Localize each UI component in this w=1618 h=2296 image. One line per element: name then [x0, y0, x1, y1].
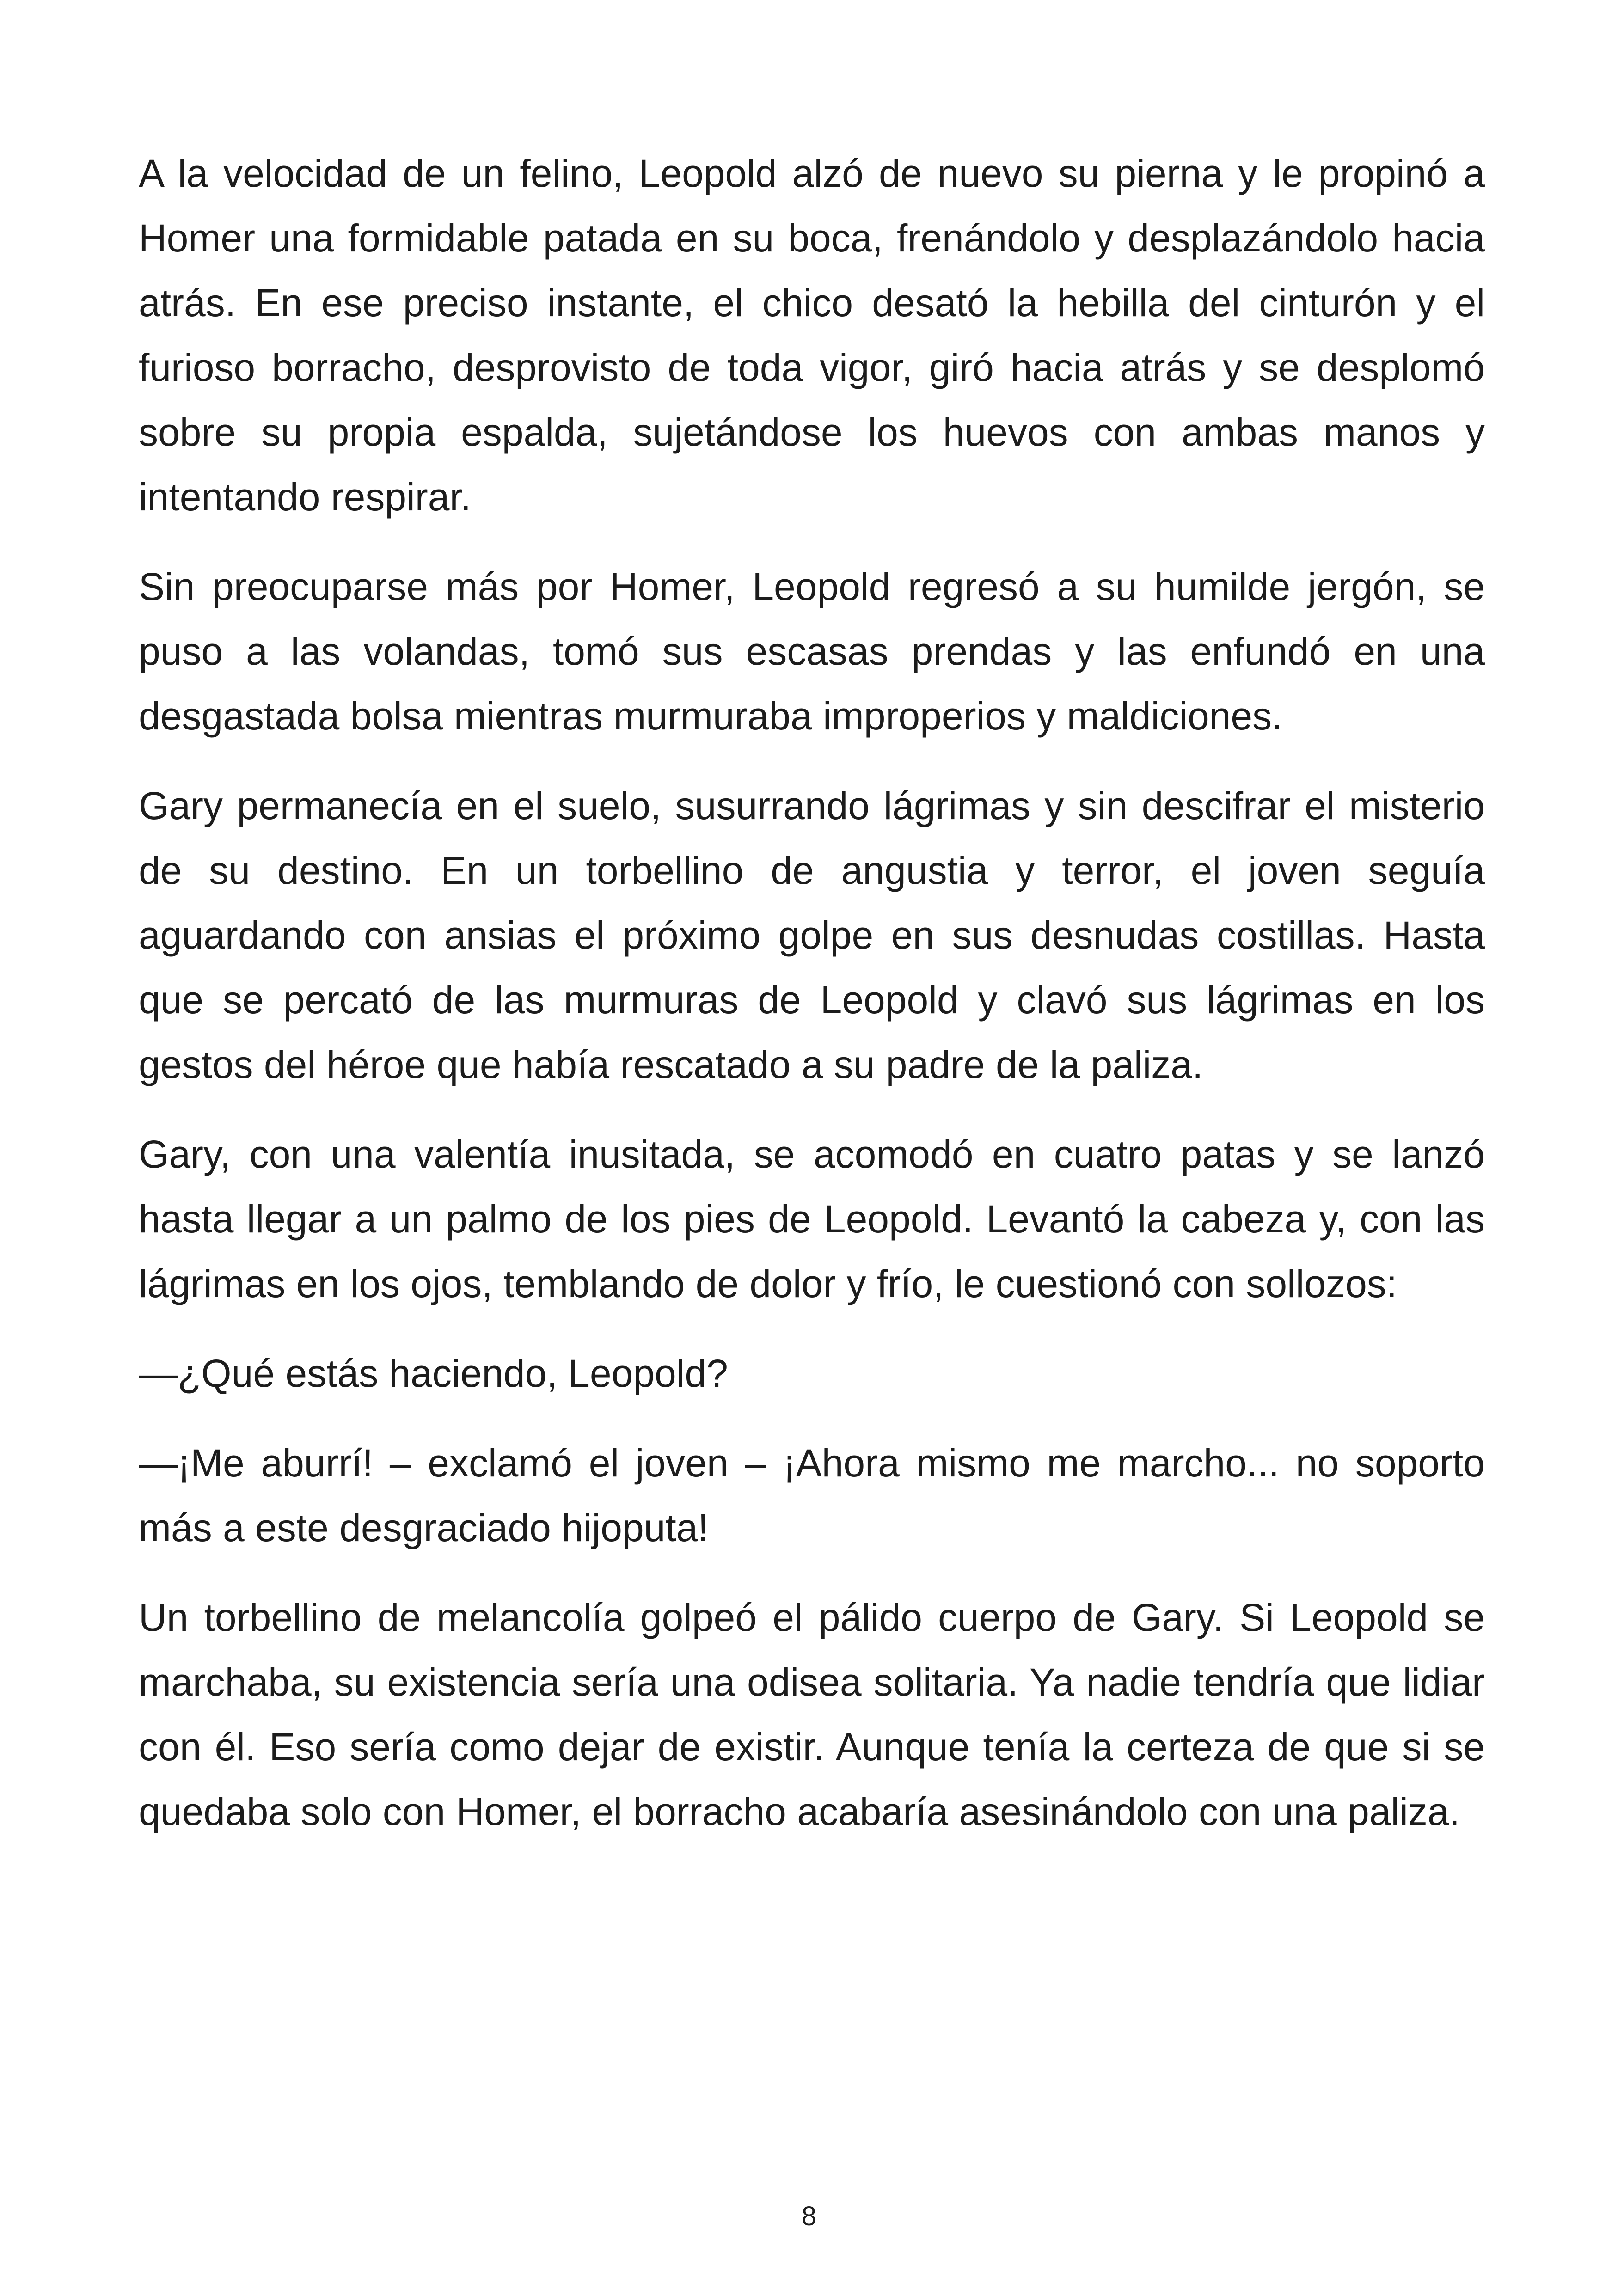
paragraph-2: Sin preocuparse más por Homer, Leopold regresó a su humilde jergón, se puso a las volandas, tomó sus escasas prendas y las enfundó en una desgastada bolsa mientras murmuraba improperios y maldiciones.	[139, 565, 1485, 738]
dialogue-line-2: —¡Me aburrí! – exclamó el joven – ¡Ahora mismo me marcho... no soporto más a este desgraciado hijoputa!	[139, 1441, 1485, 1549]
page-number: 8	[801, 2201, 817, 2231]
body-text	[139, 141, 1485, 1844]
dialogue-line-1: —¿Qué estás haciendo, Leopold?	[139, 1352, 728, 1395]
paragraph-3: Gary permanecía en el suelo, susurrando lágrimas y sin descifrar el misterio de su destino. En un torbellino de angustia y terror, el joven seguía aguardando con ansias el próximo golpe en sus desnudas costillas. Hasta que se percató de las murmuras de Leopold y clavó sus lágrimas en los gestos del héroe que había rescatado a su padre de la paliza.	[139, 784, 1485, 1086]
paragraph-1: A la velocidad de un felino, Leopold alzó de nuevo su pierna y le propinó a Homer una formidable patada en su boca, frenándolo y desplazándolo hacia atrás. En ese preciso instante, el chico desató la hebilla del cinturón y el furioso borracho, desprovisto de toda vigor, giró hacia atrás y se desplomó sobre su propia espalda, sujetándose los huevos con ambas manos y intentando respirar.	[139, 152, 1485, 519]
paragraph-4: Gary, con una valentía inusitada, se acomodó en cuatro patas y se lanzó hasta llegar a un palmo de los pies de Leopold. Levantó la cabeza y, con las lágrimas en los ojos, temblando de dolor y frío, le cuestionó con sollozos:	[139, 1133, 1485, 1305]
paragraph-7: Un torbellino de melancolía golpeó el pálido cuerpo de Gary. Si Leopold se marchaba, su existencia sería una odisea solitaria. Ya nadie tendría que lidiar con él. Eso sería como dejar de existir. Aunque tenía la certeza de que si se quedaba solo con Homer, el borracho acabaría asesinándolo con una paliza.	[139, 1596, 1485, 1833]
